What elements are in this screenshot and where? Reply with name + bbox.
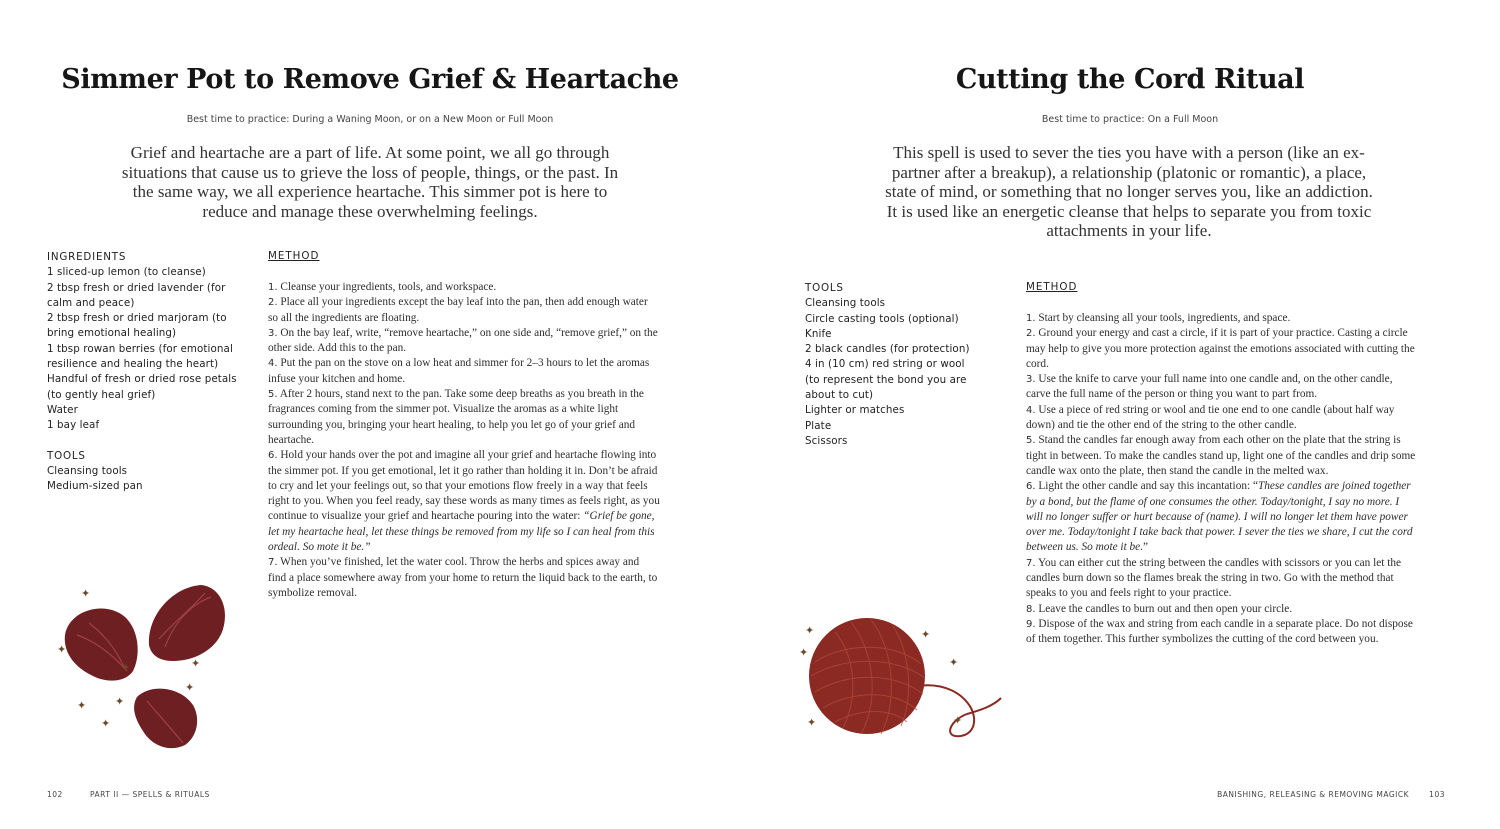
method-steps xyxy=(1026,311,1418,648)
method-step-9: 9. Dispose of the wax and string from each candle in a separate place. Do not dispose of them together. This further symbolizes the cutting of the cord between you. xyxy=(1026,617,1413,646)
svg-text:✦: ✦ xyxy=(949,656,959,669)
page-title: Simmer Pot to Remove Grief & Heartache xyxy=(61,64,679,95)
method-step-5: 5. After 2 hours, stand next to the pan. Take some deep breaths as you breath in the fragrances coming from the simmer pot. Visualize the aromas as a white light surrounding you, bringing your heart healing, to help you let go of your grief and heartache. xyxy=(268,388,644,446)
method-heading: METHOD xyxy=(268,250,320,262)
intro-paragraph: This spell is used to sever the ties you have with a person (like an ex-partner after a breakup), a relationship (platonic or romantic), a place, state of mind, or something that no longer serves you, like an addiction. It is used like an energetic cleanse that helps to separate you from toxic attachments in your life. xyxy=(885,143,1373,240)
method-step-1: 1. Cleanse your ingredients, tools, and workspace. xyxy=(268,281,497,293)
intro-paragraph: Grief and heartache are a part of life. At some point, we all go through situations that cause us to grieve the loss of people, things, or the past. In the same way, we all experience heartache. This simmer pot is here to reduce and manage these overwhelming feelings. xyxy=(121,143,619,221)
list-item: Cleansing tools xyxy=(47,465,128,478)
list-item: resilience and healing the heart) xyxy=(47,358,219,371)
list-item: Knife xyxy=(805,327,832,340)
method-step-8: 8. Leave the candles to burn out and then open your circle. xyxy=(1026,602,1293,615)
list-item: 1 bay leaf xyxy=(47,419,100,432)
svg-text:✦: ✦ xyxy=(121,661,131,674)
list-item: 2 black candles (for protection) xyxy=(805,343,970,356)
list-item: Lighter or matches xyxy=(805,404,905,417)
list-item: 2 tbsp fresh or dried lavender (for xyxy=(47,281,226,294)
svg-text:✦: ✦ xyxy=(799,646,809,659)
method-heading: METHOD xyxy=(1026,281,1078,293)
svg-text:✦: ✦ xyxy=(805,624,815,637)
right-page xyxy=(750,0,1500,829)
method-step-1: 1. Start by cleansing all your tools, ingredients, and space. xyxy=(1026,312,1291,324)
list-item: Cleansing tools xyxy=(805,297,886,310)
method-step-3: 3. On the bay leaf, write, “remove heartache,” on one side and, “remove grief,” on the other side. Add this to the pan. xyxy=(268,326,658,355)
list-item: 1 tbsp rowan berries (for emotional xyxy=(47,342,233,355)
method-step-6: 6. Hold your hands over the pot and imagine all your grief and heartache flowing into the simmer pot. If you get emotional, let it go rather than holding it in. Don’t be afraid to cry and let your feelings out, so that your emotions flow freely in a way that feels right to you. When you feel ready, say these words as many times as feels right, as you continue to visualize your grief and heartache pouring into the water: “Grief be gone, let my heartache heal, let these things be removed from my life so I can heal from this ordeal. So mote it be.” xyxy=(268,449,660,554)
list-item: (to gently heal grief) xyxy=(47,388,156,401)
list-item: Handful of fresh or dried rose petals xyxy=(47,373,237,386)
tools-heading: TOOLS xyxy=(805,282,844,294)
page-number: 102 xyxy=(47,790,63,799)
best-time: Best time to practice: On a Full Moon xyxy=(1041,114,1219,125)
yarn-ball-illustration xyxy=(795,612,1010,742)
svg-text:✦: ✦ xyxy=(807,716,817,729)
svg-text:✦: ✦ xyxy=(115,695,125,708)
list-item: Scissors xyxy=(805,434,848,447)
list-item: 4 in (10 cm) red string or wool xyxy=(805,358,965,371)
svg-text:✦: ✦ xyxy=(191,657,201,670)
method-steps xyxy=(268,280,660,601)
method-step-2: 2. Ground your energy and cast a circle, if it is part of your practice. Casting a circle may help to give you more protection against the emotions associated with cutting the cord. xyxy=(1026,327,1415,370)
list-item: Water xyxy=(47,403,78,416)
list-item: bring emotional healing) xyxy=(47,327,177,340)
method-step-4: 4. Use a piece of red string or wool and tie one end to one candle (about half way down) and tie the other end of the string to the other candle. xyxy=(1026,403,1395,432)
page-number: 103 xyxy=(1429,790,1445,799)
running-footer: PART II — SPELLS & RITUALS xyxy=(90,790,210,799)
list-item: calm and peace) xyxy=(47,296,135,309)
svg-text:✦: ✦ xyxy=(101,717,111,730)
svg-text:✦: ✦ xyxy=(185,681,195,694)
incantation-quote: These candles are joined together by a bond, but the flame of one consumes the other. Today/tonight, I say no more. I will no longer suffer or hurt because of (name). I will no longer let them have power over me. Today/tonight I take back that power. I sever the ties we share, I cut the cord between us. So mote it be. xyxy=(1026,480,1413,554)
ingredients-heading: INGREDIENTS xyxy=(47,251,127,263)
rose-petals-illustration xyxy=(55,575,245,755)
method-step-4: 4. Put the pan on the stove on a low heat and simmer for 2–3 hours to let the aromas infuse your kitchen and home. xyxy=(268,357,650,385)
best-time: Best time to practice: During a Waning Moon, or on a New Moon or Full Moon xyxy=(186,114,554,125)
method-step-2: 2. Place all your ingredients except the bay leaf into the pan, then add enough water so all the ingredients are floating. xyxy=(268,296,648,324)
ingredients-list xyxy=(47,250,242,495)
method-step-6: 6. Light the other candle and say this incantation: “These candles are joined together by a bond, but the flame of one consumes the other. Today/tonight, I say no more. I will no longer suffer or hurt because of (name). I will no longer let them have power over me. Today/tonight I take back that power. I sever the ties we share, I cut the cord between us. So mote it be.” xyxy=(1026,480,1413,554)
svg-text:✦: ✦ xyxy=(57,643,67,656)
svg-text:✦: ✦ xyxy=(77,699,87,712)
svg-text:✦: ✦ xyxy=(81,587,91,600)
list-item: Circle casting tools (optional) xyxy=(805,312,959,325)
method-step-5: 5. Stand the candles far enough away from each other on the plate that the string is tight in between. To make the candles stand up, light one of the candles and drip some candle wax onto the plate, then stand the candle in the melted wax. xyxy=(1026,434,1416,477)
list-item: Medium-sized pan xyxy=(47,480,143,493)
list-item: 1 sliced-up lemon (to cleanse) xyxy=(47,266,206,279)
svg-text:✦: ✦ xyxy=(953,714,963,727)
list-item: (to represent the bond you are xyxy=(805,373,967,386)
page-title: Cutting the Cord Ritual xyxy=(955,64,1305,95)
svg-text:✦: ✦ xyxy=(921,628,931,641)
method-step-7: 7. When you’ve finished, let the water cool. Throw the herbs and spices away and find a place somewhere away from your home to return the liquid back to the earth, to symbolize removal. xyxy=(268,556,658,599)
list-item: Plate xyxy=(805,419,832,432)
method-step-7: 7. You can either cut the string between the candles with scissors or you can let the candles burn down so the flames break the string in two. Go with the method that speaks to you and feels right to your practice. xyxy=(1026,556,1402,600)
tools-heading: TOOLS xyxy=(47,449,86,462)
list-item: 2 tbsp fresh or dried marjoram (to xyxy=(47,312,227,325)
running-footer: BANISHING, RELEASING & REMOVING MAGICK xyxy=(1217,790,1409,799)
incantation-quote: “Grief be gone, let my heartache heal, let these things be removed from my life so I can heal from this ordeal. So mote it be.” xyxy=(268,510,655,554)
list-item: about to cut) xyxy=(805,389,874,402)
method-step-3: 3. Use the knife to carve your full name into one candle and, on the other candle, carve the full name of the person or thing you want to part from. xyxy=(1026,373,1393,401)
tools-list xyxy=(805,281,1000,449)
